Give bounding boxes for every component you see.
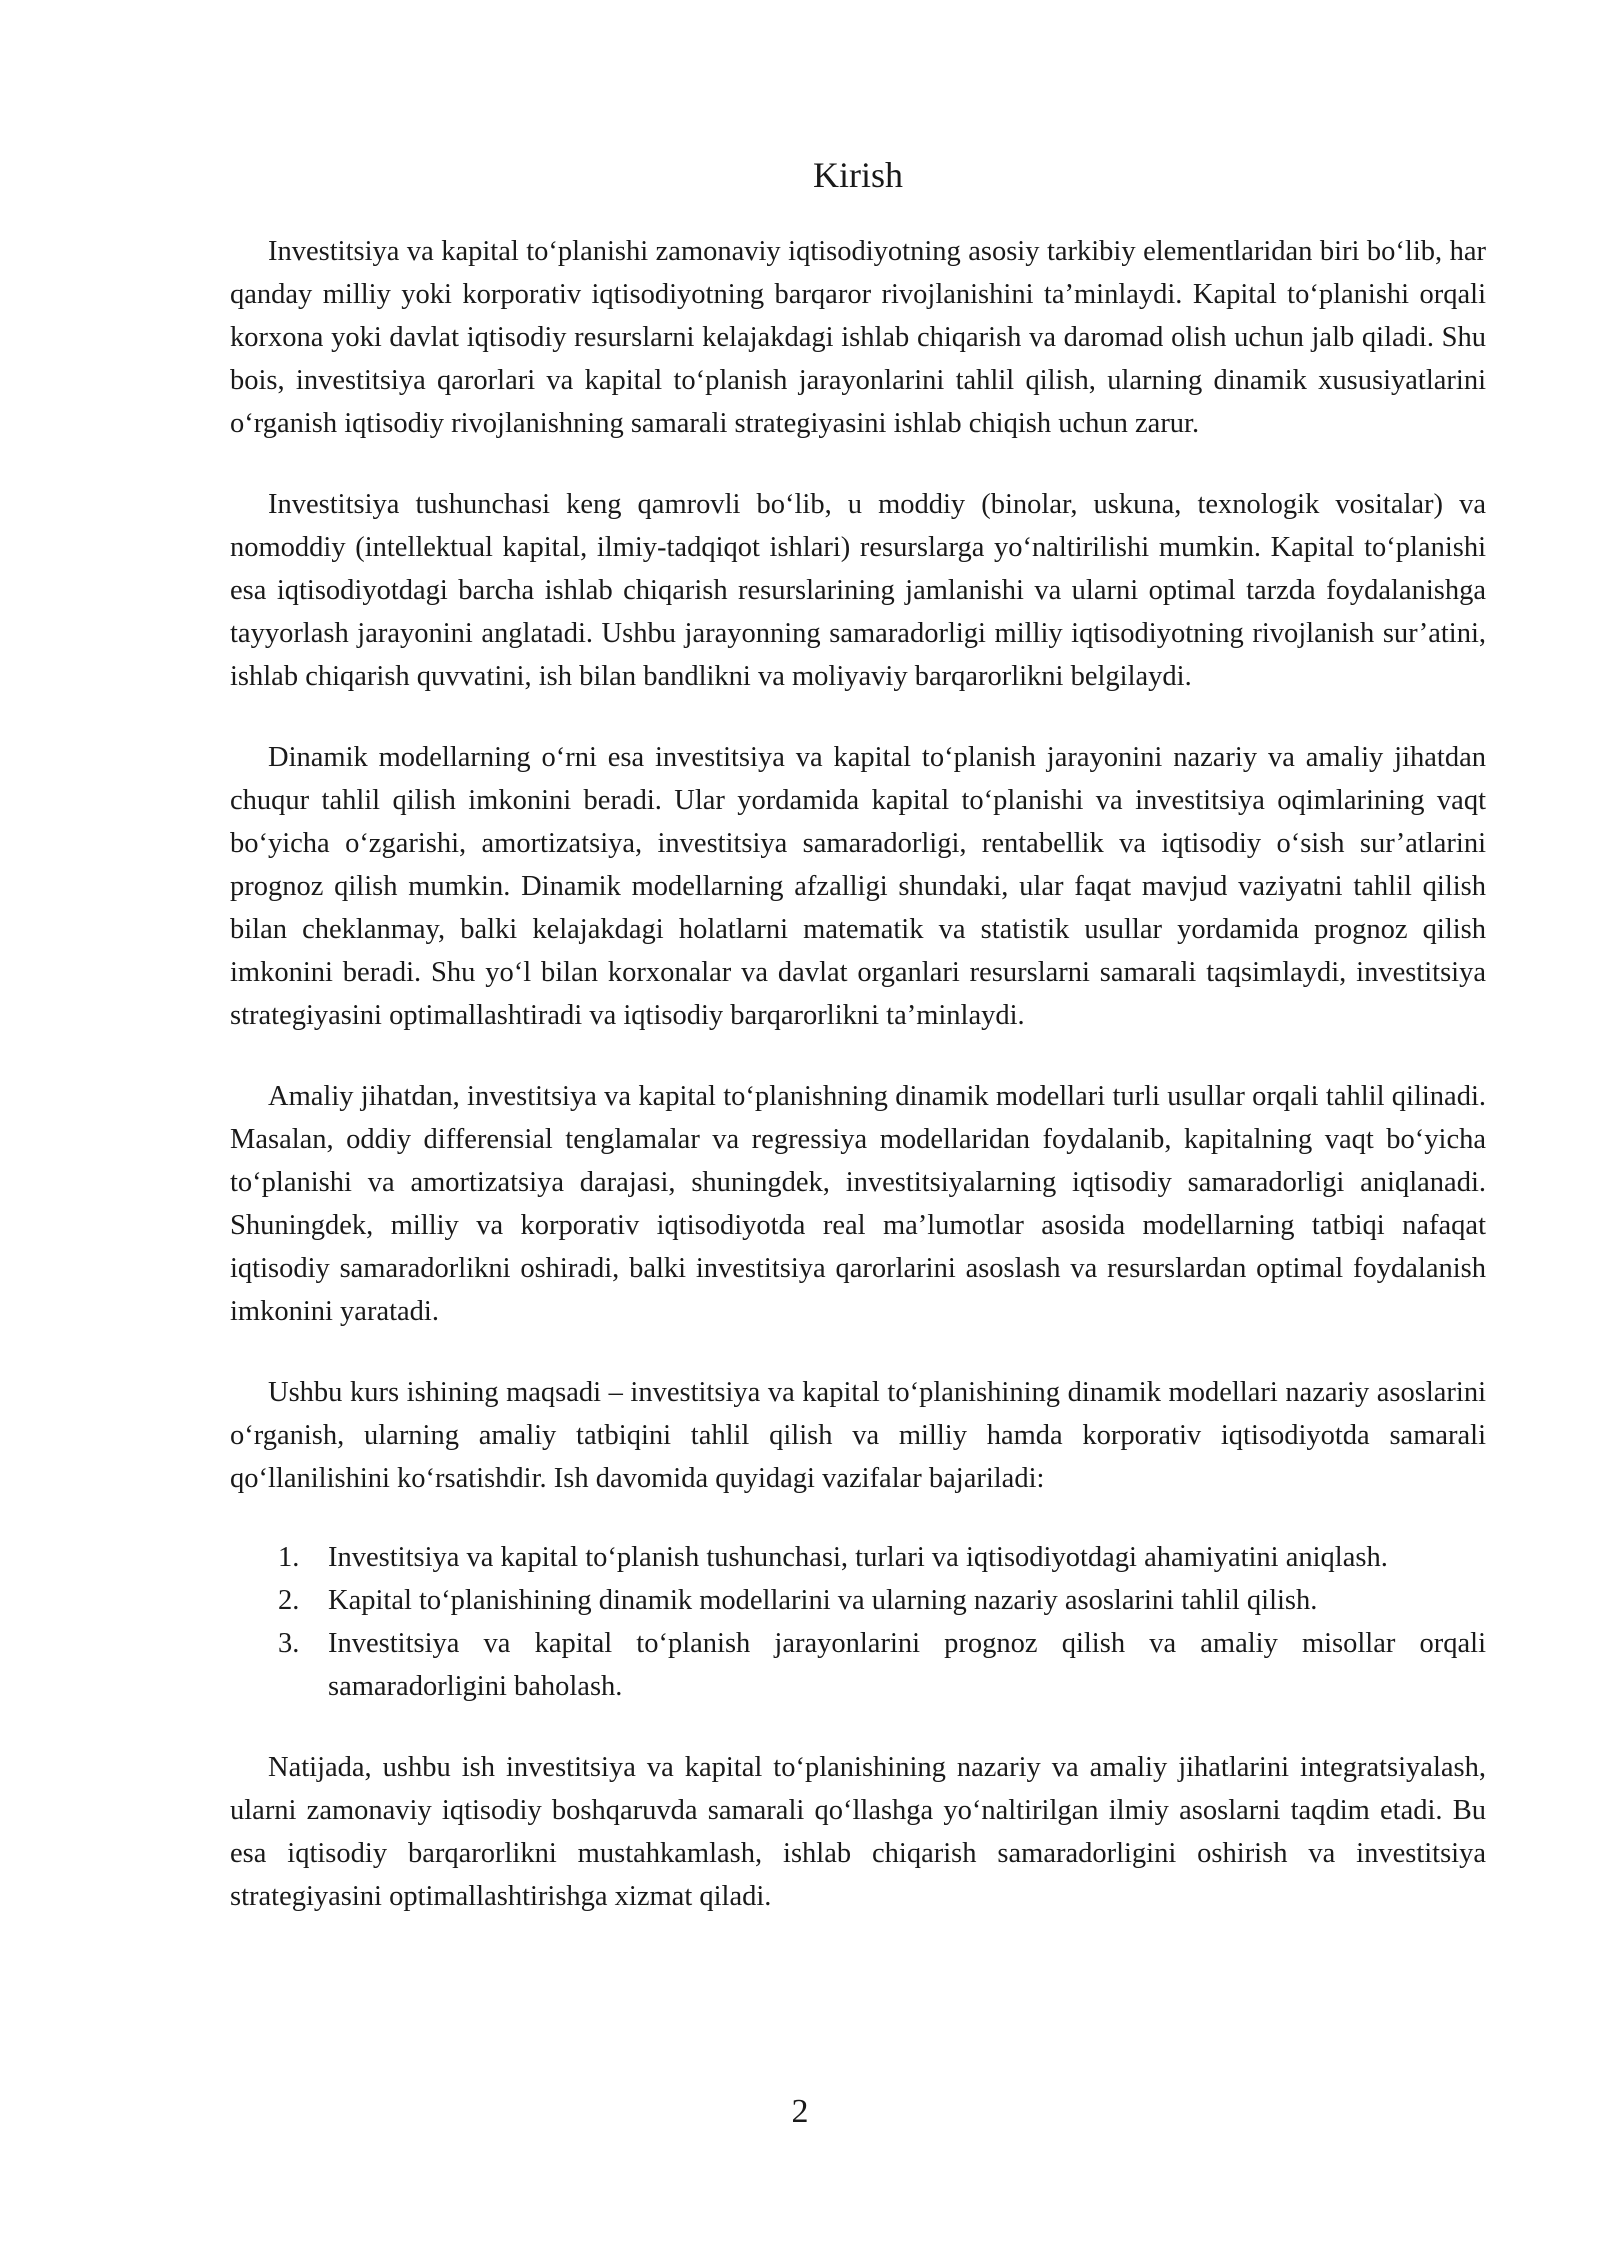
list-item-number: 1. bbox=[278, 1542, 300, 1573]
paragraph-course-goal: Ushbu kurs ishining maqsadi – investitsiya va kapital to‘planishining dinamik modellari nazariy asoslarini o‘rganish, ularning amaliy tatbiqini tahlil qilish va milliy hamda korporativ iqtisodiyotda samarali qo‘llanilishini ko‘rsatishdir. Ish davomida quyidagi vazifalar bajariladi: bbox=[230, 1377, 1486, 1494]
list-item-text: Investitsiya va kapital to‘planish tushunchasi, turlari va iqtisodiyotdagi ahamiyatini aniqlash. bbox=[328, 1542, 1388, 1573]
paragraph-conclusion: Natijada, ushbu ish investitsiya va kapital to‘planishining nazariy va amaliy jihatlarini integratsiyalash, ularni zamonaviy iqtisodiy boshqaruvda samarali qo‘llashga yo‘naltirilgan ilmiy asoslarni taqdim etadi. Bu esa iqtisodiy barqarorlikni mustahkamlash, ishlab chiqarish samaradorligini oshirish va investitsiya strategiyasini optimallashtirishga xizmat qiladi. bbox=[230, 1752, 1486, 1912]
list-item-number: 3. bbox=[278, 1628, 300, 1659]
paragraph-dynamic-models: Dinamik modellarning o‘rni esa investitsiya va kapital to‘planish jarayonini nazariy va amaliy jihatdan chuqur tahlil qilish imkonini beradi. Ular yordamida kapital to‘planishi va investitsiya oqimlarining vaqt bo‘yicha o‘zgarishi, amortizatsiya, investitsiya samaradorligi, rentabellik va iqtisodiy o‘sish sur’atlarini prognoz qilish mumkin. Dinamik modellarning afzalligi shundaki, ular faqat mavjud vaziyatni tahlil qilish bilan cheklanmay, balki kelajakdagi holatlarni matematik va statistik usullar yordamida prognoz qilish imkonini beradi. Shu yo‘l bilan korxonalar va davlat organlari resurslarni samarali taqsimlaydi, investitsiya strategiyasini optimallashtiradi va iqtisodiy barqarorlikni ta’minlaydi. bbox=[230, 742, 1486, 1031]
list-item bbox=[230, 1536, 1486, 1579]
paragraph-investment-concept: Investitsiya tushunchasi keng qamrovli bo‘lib, u moddiy (binolar, uskuna, texnologik vositalar) va nomoddiy (intellektual kapital, ilmiy-tadqiqot ishlari) resurslarga yo‘naltirilishi mumkin. Kapital to‘planishi esa iqtisodiyotdagi barcha ishlab chiqarish resurslarining jamlanishi va ularni optimal tarzda foydalanishga tayyorlash jarayonini anglatadi. Ushbu jarayonning samaradorligi milliy iqtisodiyotning rivojlanish sur’atini, ishlab chiqarish quvvatini, ish bilan bandlikni va moliyaviy barqarorlikni belgilaydi. bbox=[230, 489, 1486, 692]
page-title: Kirish bbox=[813, 155, 903, 195]
task-list bbox=[230, 1536, 1486, 1708]
list-item-number: 2. bbox=[278, 1585, 300, 1616]
list-item-text: Kapital to‘planishining dinamik modellarini va ularning nazariy asoslarini tahlil qilish. bbox=[328, 1585, 1318, 1616]
list-item bbox=[230, 1622, 1486, 1708]
paragraph-practical-aspects: Amaliy jihatdan, investitsiya va kapital to‘planishning dinamik modellari turli usullar orqali tahlil qilinadi. Masalan, oddiy differensial tenglamalar va regressiya modellaridan foydalanib, kapitalning vaqt bo‘yicha to‘planishi va amortizatsiya darajasi, shuningdek, investitsiyalarning iqtisodiy samaradorligi aniqlanadi. Shuningdek, milliy va korporativ iqtisodiyotda real ma’lumotlar asosida modellarning tatbiqi nafaqat iqtisodiy samaradorlikni oshiradi, balki investitsiya qarorlarini asoslash va resurslardan optimal foydalanish imkonini yaratadi. bbox=[230, 1081, 1486, 1327]
list-item-text: Investitsiya va kapital to‘planish jarayonlarini prognoz qilish va amaliy misollar orqali samaradorligini baholash. bbox=[328, 1628, 1486, 1702]
page-number: 2 bbox=[791, 2093, 809, 2130]
page-content bbox=[230, 150, 1486, 1918]
list-item bbox=[230, 1579, 1486, 1622]
paragraph-intro: Investitsiya va kapital to‘planishi zamonaviy iqtisodiyotning asosiy tarkibiy elementlaridan biri bo‘lib, har qanday milliy yoki korporativ iqtisodiyotning barqaror rivojlanishini ta’minlaydi. Kapital to‘planishi orqali korxona yoki davlat iqtisodiy resurslarni kelajakdagi ishlab chiqarish va daromad olish uchun jalb qiladi. Shu bois, investitsiya qarorlari va kapital to‘planish jarayonlarini tahlil qilish, ularning dinamik xususiyatlarini o‘rganish iqtisodiy rivojlanishning samarali strategiyasini ishlab chiqish uchun zarur. bbox=[230, 236, 1486, 439]
